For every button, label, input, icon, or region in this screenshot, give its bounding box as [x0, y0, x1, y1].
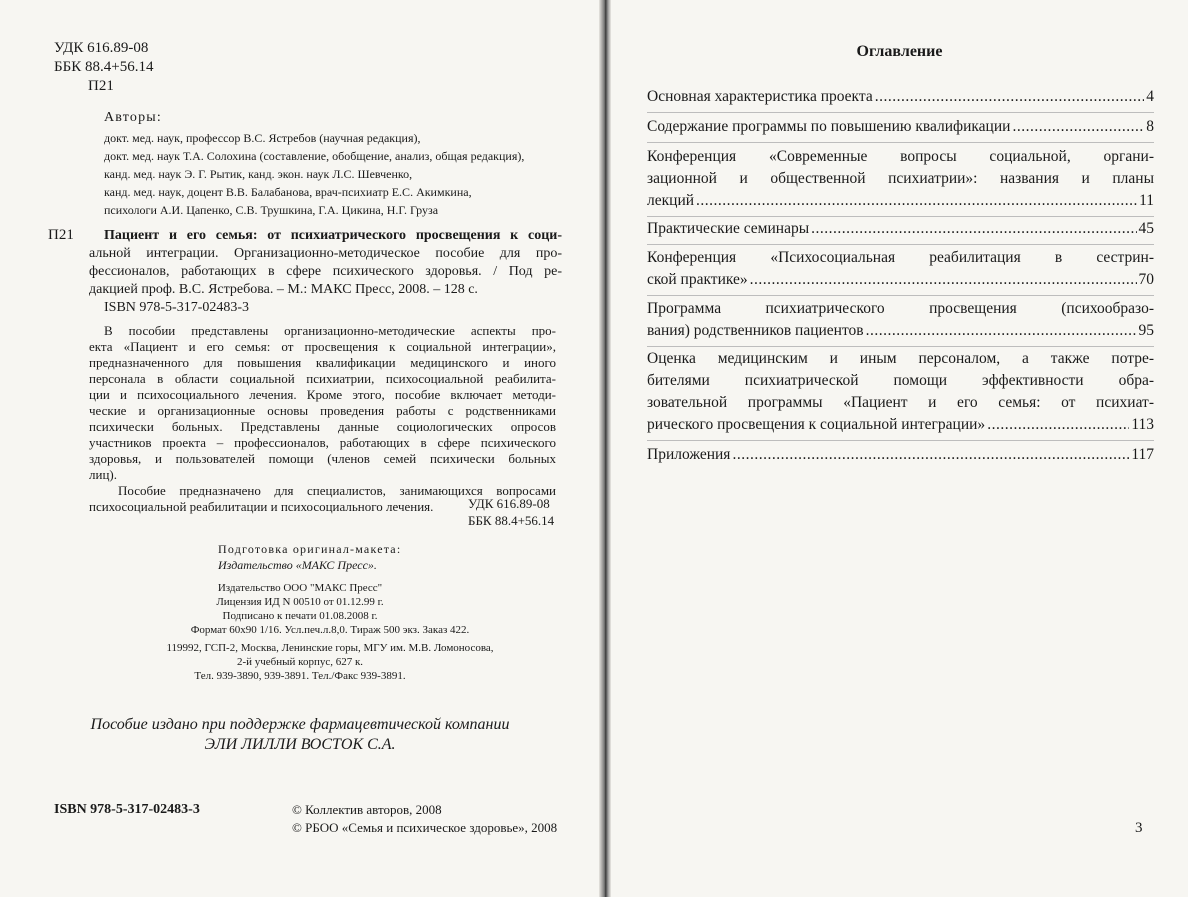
- abstract-line: предназначенного для повышения квалификации медицинского и иного: [89, 355, 556, 370]
- toc-page-number: 4: [1146, 88, 1154, 105]
- toc-entry-last-line: [647, 320, 1154, 342]
- authors-heading: Авторы:: [104, 110, 163, 125]
- bib-line: Пациент и его семья: от психиатрического просвещения к соци-: [104, 228, 562, 243]
- code-entry: П21: [48, 227, 74, 243]
- toc-leader-dots: [732, 444, 1129, 466]
- toc-page-number: 11: [1139, 192, 1154, 209]
- toc-entry-last-line: [647, 444, 1154, 466]
- toc-entry[interactable]: [647, 444, 1154, 466]
- abstract-line: В пособии представлены организационно-методические аспекты про-: [104, 323, 556, 338]
- toc-separator: [647, 440, 1154, 441]
- address-line: 119992, ГСП-2, Москва, Ленинские горы, МГУ им. М.В. Ломоносова,: [166, 642, 494, 654]
- address-line: 2-й учебный корпус, 627 к.: [236, 656, 364, 668]
- prep-publisher: Издательство «МАКС Пресс».: [218, 558, 377, 572]
- toc-separator: [647, 295, 1154, 296]
- author-line: докт. мед. наук Т.А. Солохина (составление, обобщение, анализ, общая редакция),: [104, 149, 525, 163]
- abstract-line: психически больных. Представлены данные социологических опросов: [89, 419, 556, 434]
- purpose-line: психосоциальной реабилитации и психосоциального лечения.: [89, 499, 434, 514]
- abstract-line: лиц).: [89, 467, 117, 482]
- toc-leader-dots: [875, 86, 1145, 108]
- purpose-line: Пособие предназначено для специалистов, занимающихся вопросами: [118, 483, 556, 498]
- toc-entry-label: Содержание программы по повышению квалификации: [647, 118, 1011, 135]
- code-top: П21: [88, 78, 114, 94]
- toc-leader-dots: [866, 320, 1137, 342]
- toc-entry-last-line: [647, 218, 1154, 240]
- toc-entry[interactable]: [647, 116, 1154, 138]
- toc-entry-label: рического просвещения к социальной интеграции»: [647, 416, 986, 433]
- toc-page-number: 70: [1138, 271, 1154, 288]
- toc-page-number: 113: [1131, 416, 1154, 433]
- toc-entry-last-line: [647, 116, 1154, 138]
- toc-leader-dots: [1012, 116, 1144, 138]
- toc-entry[interactable]: [647, 298, 1154, 342]
- toc-separator: [647, 112, 1154, 113]
- abstract-line: ческие и организационные основы проведения работы с родственниками: [89, 403, 556, 418]
- toc-page-number: 117: [1131, 446, 1154, 463]
- toc-entry-last-line: [647, 86, 1154, 108]
- copyright-line: © РБОО «Семья и психическое здоровье», 2008: [292, 820, 558, 835]
- toc-entry-line: бителями психиатрической помощи эффективности обра-: [647, 372, 1154, 389]
- toc-entry-last-line: [647, 414, 1154, 436]
- toc-page-number: 8: [1146, 118, 1154, 135]
- right-page: [611, 0, 1188, 897]
- author-line: психологи А.И. Цапенко, С.В. Трушкина, Г.А. Цикина, Н.Г. Груза: [104, 203, 439, 217]
- toc-page-number: 95: [1138, 322, 1154, 339]
- toc-entry-label: Практические семинары: [647, 220, 810, 237]
- bib-line: дакцией проф. В.С. Ястребова. – М.: МАКС Пресс, 2008. – 128 с.: [89, 282, 478, 297]
- abstract-line: екта «Пациент и его семья: от просвещения к социальной интеграции»,: [89, 339, 556, 354]
- toc-entry[interactable]: [647, 146, 1154, 212]
- author-line: докт. мед. наук, профессор В.С. Ястребов (научная редакция),: [104, 131, 421, 145]
- toc-entry-label: вания) родственников пациентов: [647, 322, 864, 339]
- book-gutter: [599, 0, 611, 897]
- bbk-top: ББК 88.4+56.14: [54, 59, 154, 75]
- copyright-line: © Коллектив авторов, 2008: [292, 802, 442, 817]
- toc-separator: [647, 216, 1154, 217]
- toc-entry-label: лекций: [647, 192, 695, 209]
- imprint-line: Издательство ООО "МАКС Пресс": [217, 582, 383, 594]
- toc-entry-last-line: [647, 269, 1154, 291]
- sponsor-line: ЭЛИ ЛИЛЛИ ВОСТОК С.А.: [204, 736, 396, 753]
- toc-leader-dots: [696, 190, 1137, 212]
- imprint-line: Лицензия ИД N 00510 от 01.12.99 г.: [216, 596, 384, 608]
- toc-entry-line: зационной и общественной психиатрии»: названия и планы: [647, 170, 1154, 187]
- toc-leader-dots: [811, 218, 1136, 240]
- abstract-line: здоровья, и пользователей помощи (членов семей психически больных: [89, 451, 556, 466]
- bib-line: альной интеграции. Организационно-методическое пособие для про-: [89, 246, 562, 261]
- author-line: канд. мед. наук, доцент В.В. Балабанова, врач-психиатр Е.С. Акимкина,: [104, 185, 472, 199]
- toc-entry-label: Основная характеристика проекта: [647, 88, 873, 105]
- toc-title: Оглавление: [856, 43, 943, 60]
- abstract-line: персонала в области социальной психиатрии, психосоциальной реабилита-: [89, 371, 556, 386]
- page-number: 3: [1135, 820, 1143, 836]
- toc-entry-label: Приложения: [647, 446, 731, 463]
- imprint-line: Подписано к печати 01.08.2008 г.: [222, 610, 378, 622]
- bbk-bottom: ББК 88.4+56.14: [468, 513, 555, 528]
- udk-bottom: УДК 616.89-08: [468, 496, 550, 511]
- abstract-line: участников проекта – профессионалов, работающих в сфере психического: [89, 435, 556, 450]
- toc-entry[interactable]: [647, 218, 1154, 240]
- toc-separator: [647, 346, 1154, 347]
- toc-entry-line: Оценка медицинским и иным персоналом, а также потре-: [647, 350, 1154, 367]
- toc-entry[interactable]: [647, 247, 1154, 291]
- toc-leader-dots: [987, 414, 1129, 436]
- isbn-bottom: ISBN 978-5-317-02483-3: [54, 802, 200, 817]
- toc-entry-line: Конференция «Современные вопросы социальной, органи-: [647, 148, 1154, 165]
- isbn-line: ISBN 978-5-317-02483-3: [104, 300, 250, 315]
- abstract-line: ции и психосоциального лечения. Кроме этого, пособие включает методи-: [89, 387, 556, 402]
- author-line: канд. мед. наук Э. Г. Рытик, канд. экон. наук Л.С. Шевченко,: [104, 167, 413, 181]
- toc-separator: [647, 142, 1154, 143]
- toc-entry[interactable]: [647, 86, 1154, 108]
- toc-page-number: 45: [1138, 220, 1154, 237]
- bib-line: фессионалов, работающих в сфере психического здоровья. / Под ре-: [89, 264, 562, 279]
- toc-entry[interactable]: [647, 348, 1154, 436]
- toc-entry-line: зовательной программы «Пациент и его семья: от психиат-: [647, 394, 1154, 411]
- toc-separator: [647, 244, 1154, 245]
- udk-top: УДК 616.89-08: [54, 40, 149, 56]
- sponsor-line: Пособие издано при поддержке фармацевтической компании: [90, 716, 510, 733]
- toc-entry-last-line: [647, 190, 1154, 212]
- toc-entry-label: ской практике»: [647, 271, 748, 288]
- address-line: Тел. 939-3890, 939-3891. Тел./Факс 939-3891.: [194, 670, 406, 682]
- toc-entry-line: Программа психиатрического просвещения (психообразо-: [647, 300, 1154, 317]
- imprint-line: Формат 60х90 1/16. Усл.печ.л.8,0. Тираж 500 экз. Заказ 422.: [190, 624, 470, 636]
- toc-entry-line: Конференция «Психосоциальная реабилитация в сестрин-: [647, 249, 1154, 266]
- prep-heading: Подготовка оригинал-макета:: [218, 542, 402, 556]
- toc-leader-dots: [750, 269, 1137, 291]
